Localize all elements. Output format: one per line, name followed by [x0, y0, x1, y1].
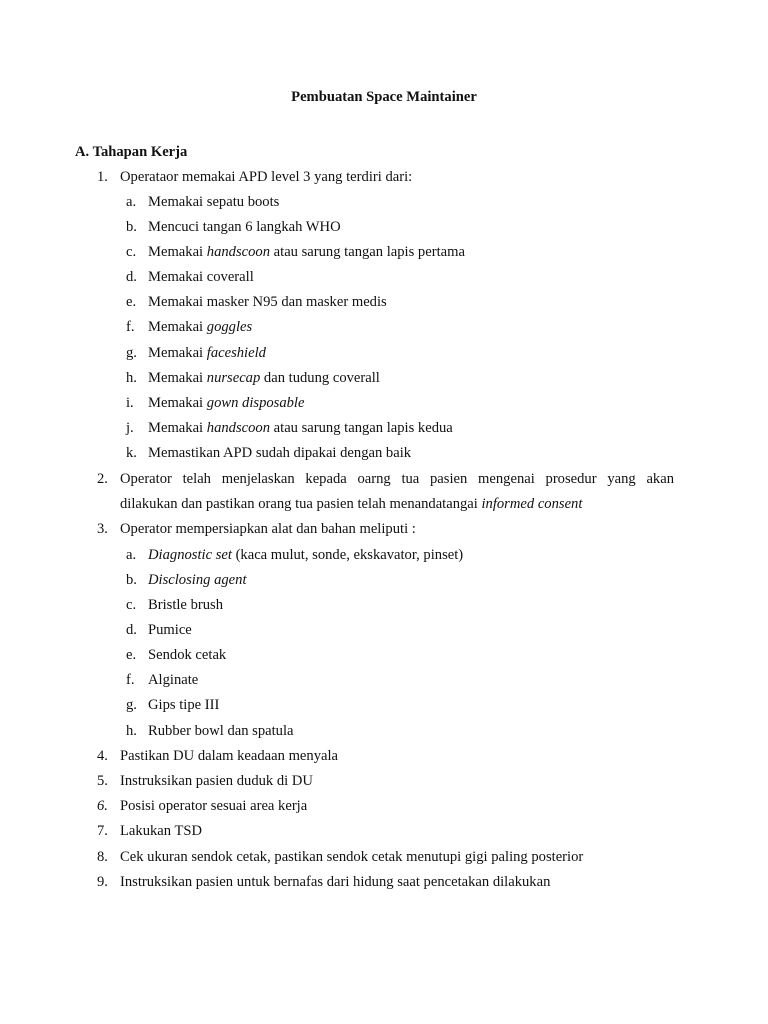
list-item-step-1-h	[0, 369, 768, 387]
subitem-letter: k.	[126, 445, 137, 461]
list-item-step-8	[0, 848, 768, 866]
list-item-step-1-c	[0, 243, 768, 261]
subitem-letter: a.	[126, 194, 137, 210]
list-item-step-3-h	[0, 722, 768, 740]
step-number: 5.	[97, 773, 108, 789]
list-item-step-4	[0, 747, 768, 765]
list-item-step-3-b	[0, 571, 768, 589]
subitem-letter: f.	[126, 672, 135, 688]
subitem-text: Memakai handscoon atau sarung tangan lapis pertama	[148, 244, 465, 260]
subitem-text: Sendok cetak	[148, 647, 227, 663]
list-item-step-1	[0, 168, 768, 186]
list-item-step-3-c	[0, 596, 768, 614]
section-heading: A. Tahapan Kerja	[75, 144, 188, 160]
subitem-letter: c.	[126, 244, 137, 260]
subitem-letter: c.	[126, 597, 137, 613]
list-item-step-3-a	[0, 546, 768, 564]
step-text: Instruksikan pasien duduk di DU	[120, 773, 313, 789]
step-text: Lakukan TSD	[120, 823, 203, 839]
subitem-letter: j.	[126, 420, 134, 436]
list-item-step-5	[0, 772, 768, 790]
subitem-text: Pumice	[148, 622, 192, 638]
step-text: Pastikan DU dalam keadaan menyala	[120, 748, 339, 764]
subitem-text: Memakai goggles	[148, 319, 253, 335]
list-item-step-3-e	[0, 646, 768, 664]
step-number: 8.	[97, 849, 108, 865]
list-item-step-6	[0, 797, 768, 815]
step-number: 2.	[97, 471, 108, 487]
subitem-text: Alginate	[148, 672, 199, 688]
subitem-text: Memakai handscoon atau sarung tangan lapis kedua	[148, 420, 453, 436]
list-item-step-3-d	[0, 621, 768, 639]
step-number: 3.	[97, 521, 108, 537]
list-item-step-7	[0, 822, 768, 840]
subitem-letter: g.	[126, 697, 137, 713]
step-number: 7.	[97, 823, 108, 839]
list-item-step-2	[0, 470, 768, 488]
list-item-step-3-f	[0, 671, 768, 689]
subitem-text: Memakai nursecap dan tudung coverall	[148, 370, 380, 386]
subitem-text: Mencuci tangan 6 langkah WHO	[148, 219, 341, 235]
subitem-text: Memakai coverall	[148, 269, 254, 285]
subitem-letter: b.	[126, 219, 137, 235]
list-item-step-1-b	[0, 218, 768, 236]
list-item-step-1-e	[0, 293, 768, 311]
list-item-step-1-a	[0, 193, 768, 211]
step-number: 1.	[97, 169, 108, 185]
step-text: Instruksikan pasien untuk bernafas dari hidung saat pencetakan dilakukan	[120, 874, 551, 890]
subitem-letter: f.	[126, 319, 135, 335]
subitem-text: Memakai masker N95 dan masker medis	[148, 294, 387, 310]
list-item-step-1-f	[0, 318, 768, 336]
list-item-step-2-continued	[0, 495, 768, 513]
subitem-text: Memakai gown disposable	[148, 395, 305, 411]
subitem-letter: g.	[126, 345, 137, 361]
subitem-text: Rubber bowl dan spatula	[148, 723, 294, 739]
subitem-letter: d.	[126, 269, 137, 285]
step-text: Operator mempersiapkan alat dan bahan meliputi :	[120, 521, 416, 537]
step-text: Operataor memakai APD level 3 yang terdiri dari:	[120, 169, 413, 185]
subitem-text: Memakai faceshield	[148, 345, 266, 361]
subitem-text: Bristle brush	[148, 597, 223, 613]
list-item-step-1-d	[0, 268, 768, 286]
step-number: 9.	[97, 874, 108, 890]
step-number: 6.	[97, 798, 108, 814]
subitem-text: Disclosing agent	[148, 572, 247, 588]
list-item-step-1-j	[0, 419, 768, 437]
list-item-step-9	[0, 873, 768, 891]
list-item-step-3-g	[0, 696, 768, 714]
step-number: 4.	[97, 748, 108, 764]
subitem-letter: i.	[126, 395, 134, 411]
list-item-step-1-g	[0, 344, 768, 362]
subitem-letter: b.	[126, 572, 137, 588]
subitem-letter: e.	[126, 647, 137, 663]
step-text-line-1: Operator telah menjelaskan kepada oarng tua pasien mengenai prosedur yang akan	[120, 471, 674, 487]
subitem-text: Memastikan APD sudah dipakai dengan baik	[148, 445, 412, 461]
subitem-letter: h.	[126, 723, 137, 739]
step-text: Cek ukuran sendok cetak, pastikan sendok cetak menutupi gigi paling posterior	[120, 849, 584, 865]
step-text-line-2: dilakukan dan pastikan orang tua pasien telah menandatangai informed consent	[120, 496, 583, 512]
step-text: Posisi operator sesuai area kerja	[120, 798, 308, 814]
subitem-letter: a.	[126, 547, 137, 563]
subitem-letter: h.	[126, 370, 137, 386]
subitem-text: Diagnostic set (kaca mulut, sonde, ekskavator, pinset)	[148, 547, 464, 563]
subitem-letter: d.	[126, 622, 137, 638]
list-item-step-1-i	[0, 394, 768, 412]
list-item-step-1-k	[0, 444, 768, 462]
list-item-step-3	[0, 520, 768, 538]
subitem-text: Memakai sepatu boots	[148, 194, 280, 210]
subitem-text: Gips tipe III	[148, 697, 220, 713]
page-title: Pembuatan Space Maintainer	[291, 89, 477, 105]
subitem-letter: e.	[126, 294, 137, 310]
